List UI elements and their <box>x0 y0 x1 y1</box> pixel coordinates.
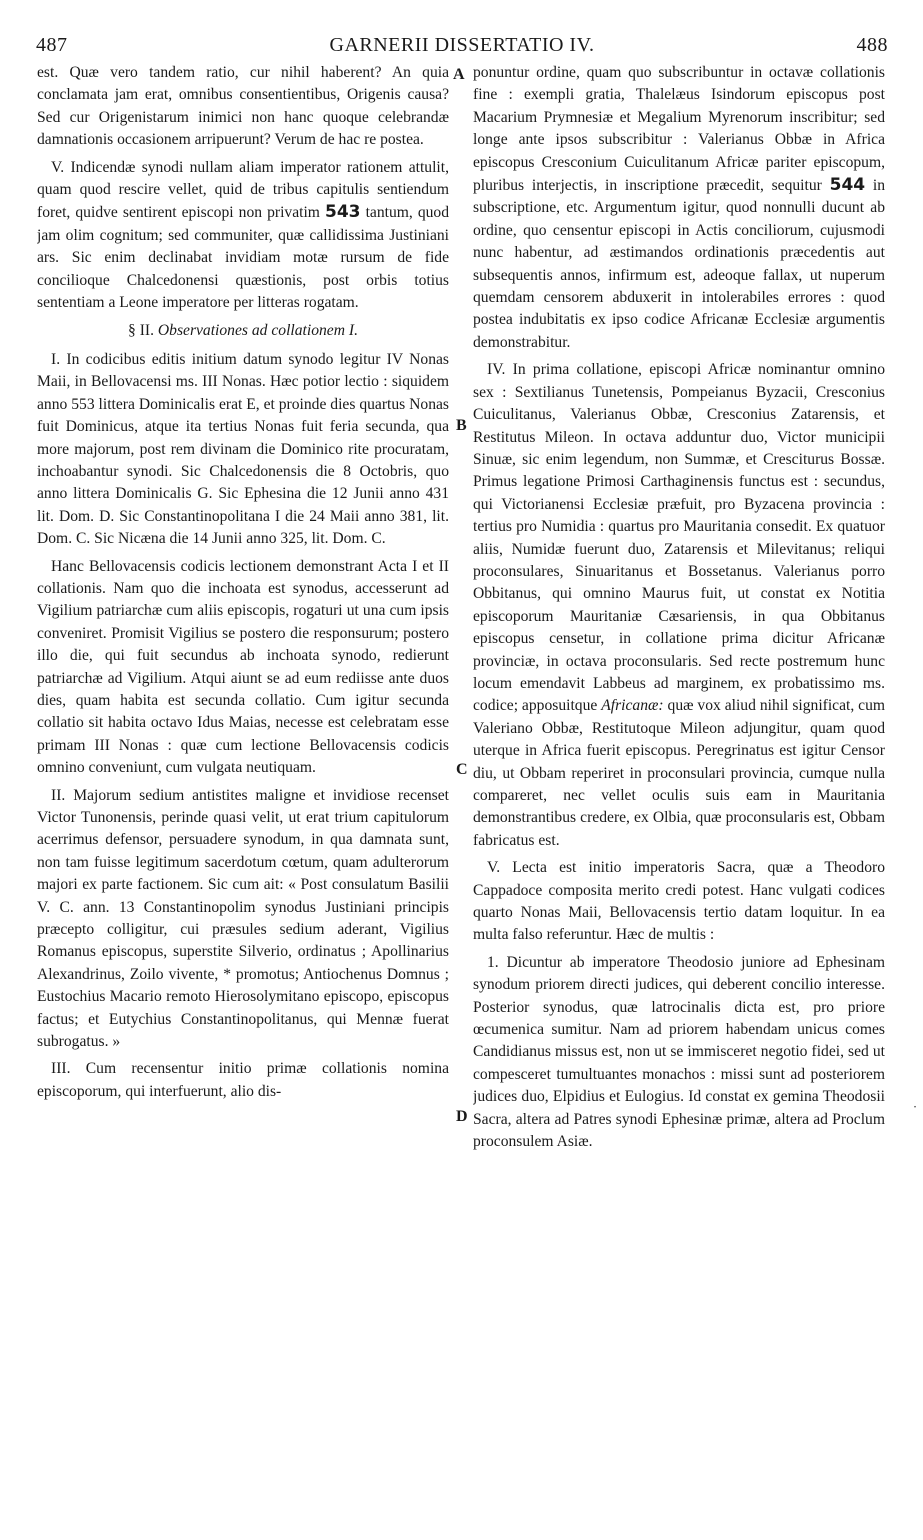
margin-letter-b: B <box>456 417 467 434</box>
page-number-left: 487 <box>36 34 68 56</box>
paragraph-text: IV. In prima collatione, episcopi Africæ nominantur omnino sex : Sextilianus Tunetensis, Pompeianus Byzacii, Cresconius Cuiculitanus, Valerianus Obbæ, Cresconius Zatarensis, et Restitutus Mileon. In octava adduntur duo, Victor municipii Sinuæ, sic enim legendum, non Summæ, et Cresciturus Bossæ. Primus legatione Primosi Carthaginensis functus est : secundus, qui Victorianensi Ecclesiæ præfuit, pro Byzacena provincia : tertius pro Numidia : quartus pro Mauritania consedit. Ex quatuor aliis, Numidæ fuerunt duo, Zatarensis et Milevitanus; reliqui proconsulares, Sinuaritanus et Bossetanus. Valerianus porro Obbitanus, qui omnino Maurus fuit, ut constat ex Notitia episcoporum Mauritaniæ Cæsariensis, in qua Obbitanus episcopus censetur, in collatione prima dicitur Africanæ provinciæ, in octava proconsularis. Sed recte postremum hunc locum emendavit Labbeus ad marginem, ex probatissimo ms. codice; apposuitque <box>473 361 885 715</box>
paragraph: Hanc Bellovacensis codicis lectionem demonstrant Acta I et II collationis. Nam quo die inchoata est synodus, accesserunt ad Vigilium patriarchæ cum aliis episcopis, rogaturi ut una cum ipsis conveniret. Promisit Vigilius se postero die responsurum; postero illo die, qui fuit secundus ab inchoata synodo, redierunt patriarchæ ad Vigilium. Atqui aiunt se ad eum rediisse ante duos dies, quam habita est secunda collatio. Cum igitur secunda collatio sit habita octavo Idus Maias, necesse est celebratam esse primam III Nonas : quæ cum lectione Bellovacensis codicis omnino conveniunt, cum vulgata neutiquam. <box>37 557 449 777</box>
paragraph: est. Quæ vero tandem ratio, cur nihil haberent? An quia conclamata jam erat, omnibus consentientibus, Origenis causa? Sed cur Origenistarum inimici non hanc quoque celebrandæ damnationis occasionem arripuerunt? Verum de hac re postea. <box>37 64 449 149</box>
stray-mark: · <box>913 1100 917 1114</box>
paragraph-text: V. Indicendæ synodi nullam aliam imperator rationem attulit, quam quod rescire vellet, quid de tribus capitulis sentiendum foret, quidve sentirent episcopi non privatim <box>37 158 449 222</box>
paragraph: I. In codicibus editis initium datum synodo legitur IV Nonas Maii, in Bellovacensi ms. III Nonas. Hæc potior lectio : siquidem anno 553 littera Dominicalis erat E, et proinde dies quartus Nonas fuit Dominicus, atque ita tertius Nonas fuit feria secunda, qua more majorum, post rem divinam die Dominico rite procuratam, inchoabantur synodi. Sic Chalcedonensis die 8 Octobris, quo anno littera Dominicalis G. Sic Ephesina die 12 Junii anno 431 lit. Dom. D. Sic Constantinopolitana I die 24 Maii anno 381, lit. Dom. C. Sic Nicæna die 14 Junii anno 325, lit. Dom. C. <box>37 350 449 548</box>
paragraph: 1. Dicuntur ab imperatore Theodosio juniore ad Ephesinam synodum priorem directi judices, qui deberent concilio interesse. Posterior synodus, quæ latrocinalis dicta est, pro priore œcumenica sumitur. Nam ad priorem habendam unicus comes Candidianus missus est, non ut se immisceret negotio fidei, sed ut compesceret tumultuantes monachos : missi sunt ad posteriorem judices duo, Elpidius et Eulogius. Id constat ex gemina Theodosii Sacra, altera ad Patres synodi Ephesinæ primæ, altera ad Proclum proconsulem Asiæ. <box>473 953 885 1151</box>
paragraph <box>473 62 885 354</box>
margin-letter-a: A <box>453 66 465 83</box>
paragraph: V. Lecta est initio imperatoris Sacra, quæ a Theodoro Cappadoce composita merito credi potest. Hanc vulgati codices quarto Nonas Maii, Bellovacensis tertio datam loquitur. In ea multa falso referuntur. Hæc de multis : <box>473 859 885 944</box>
paragraph-text: ponuntur ordine, quam quo subscribuntur in octavæ collationis fine : exempli gratia, Thalelæus Isindorum episcopus post Macarium Prymnesiæ et Megalium Myrenorum inscribitur; sed longe ante ipsos subscribitur : Valerianus Obbæ in Africa episcopus Cresconium Cuiculitanum Africæ pariter episcopum, pluribus interjectis, in inscriptione præcedit, sequitur <box>473 64 885 195</box>
margin-letter-d: D <box>456 1108 468 1125</box>
right-column <box>473 62 885 1532</box>
section-title: Observationes ad collationem I. <box>157 322 358 340</box>
paragraph <box>37 157 449 315</box>
page-number-right: 488 <box>856 34 888 56</box>
paragraph-text: tantum, quod jam olim cognitum; sed communiter, quæ callidissima Justiniani ars. Sic enim declinabat invidiam motæ rursum de fide concilioque Chalcedonensi quæstionis, post orbis totius sententiam a Leone imperatore per litteras rogatam. <box>37 204 449 312</box>
left-column <box>37 62 449 1532</box>
running-header <box>36 34 888 60</box>
section-heading <box>37 320 449 342</box>
paragraph: III. Cum recensentur initio primæ collationis nomina episcoporum, qui interfuerunt, alio dis- <box>37 1060 449 1100</box>
paragraph <box>473 359 885 852</box>
column-number: 544 <box>829 175 866 196</box>
paragraph-text: quæ vox aliud nihil significat, cum Valeriano Obbæ, Restitutoque Mileon adjungitur, quam quod uterque in Africa fuerit episcopus. Peregrinatus est igitur Censor diu, ut Obbam reperiret in proconsulari provincia, cumque nulla compareret, nec vellet oculis suis eam in Mauritania demonstrantibus credere, ex Olbia, quæ proconsularis est, Obbam fabricatus est. <box>473 697 885 849</box>
paragraph: II. Majorum sedium antistites maligne et invidiose recenset Victor Tunonensis, perinde quasi velit, ut erat trium capitulorum acerrimus defensor, persuadere synodum, in qua damnata sunt, non tam fuisse legitimum sacerdotum cœtum, quam adulterorum majori ex parte factionem. Sic cum ait: « Post consulatum Basilii V. C. ann. 13 Constantinopolim synodus Justiniani principis præcepto colligitur, cui præsules sedium aderant, Vigilius Romanus episcopus, superstite Silverio, ordinatus ; Apollinarius Alexandrinus, Zoilo vivente, * promotus; Antiochenus Domnus ; Eustochius Macario remoto Hierosolymitano episcopo, episcopus factus; et Eutychius Constantinopolitanus, qui Mennæ fuerat subrogatus. » <box>37 786 449 1051</box>
column-number: 543 <box>325 202 361 223</box>
margin-letter-c: C <box>456 761 468 778</box>
paragraph-text: in subscriptione, etc. Argumentum igitur, quod nonnulli ducunt ab ordine, quo censentur episcopi in Actis conciliorum, cujusmodi nunc habentur, ad æstimandos ordinationis præcedentis aut subsequentis annos, infirmum est, adeoque fallax, ut nuperum quemdam censorem abduxerit in intolerabiles errores : quod postea indubitatis ex ipso codice Africanæ Ecclesiæ argumentis demonstrabitur. <box>473 177 885 351</box>
italic-word: Africanæ: <box>601 697 664 715</box>
section-number: § II. <box>128 322 154 340</box>
running-title: GARNERII DISSERTATIO IV. <box>329 34 595 56</box>
